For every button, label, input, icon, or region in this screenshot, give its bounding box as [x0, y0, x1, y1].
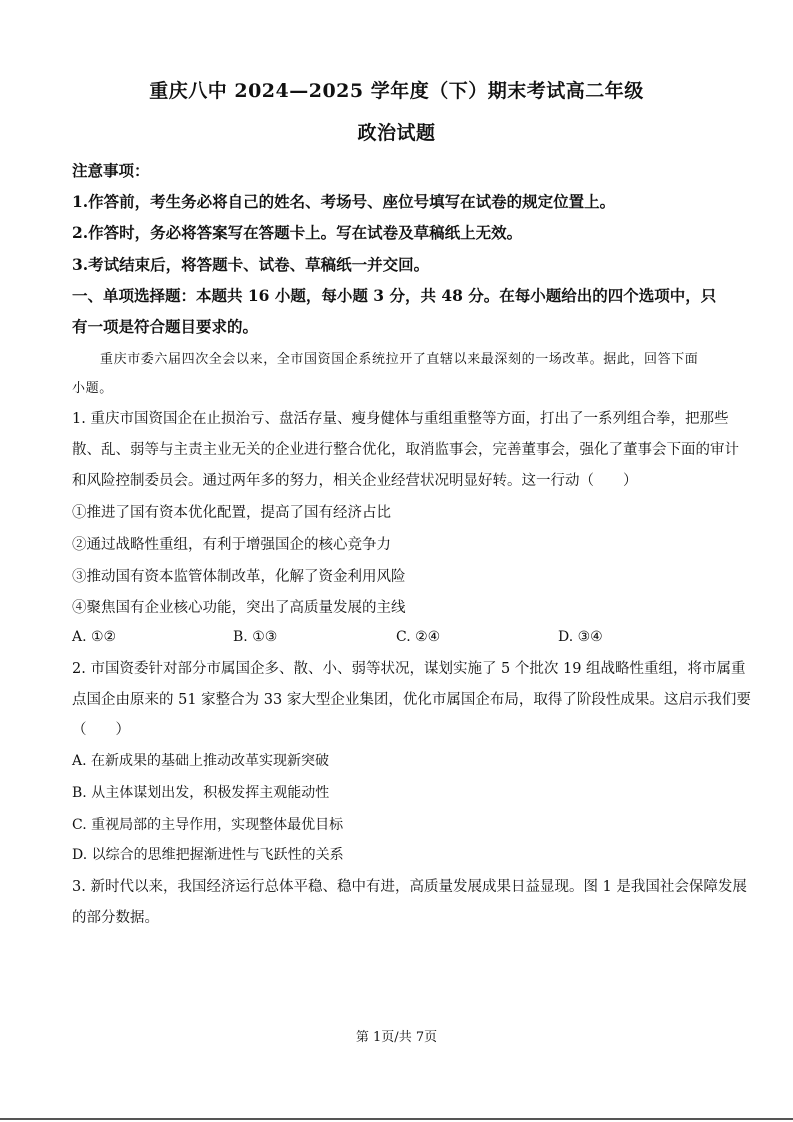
- page-number: 第 1页/共 7页: [355, 1030, 438, 1045]
- page-bottom-divider: [0, 1118, 793, 1120]
- note-item: 2.作答时，务必将答案写在答题卡上。写在试卷及草稿纸上无效。: [72, 223, 523, 242]
- question-1-statement: ③推动国有资本监管体制改革，化解了资金利用风险: [72, 569, 406, 585]
- question-1-stem: 散、乱、弱等与主责主业无关的企业进行整合优化，取消监事会，完善董事会，强化了董事会下面的审计: [72, 442, 739, 458]
- question-2-option-c: C. 重视局部的主导作用，实现整体最优目标: [72, 817, 344, 833]
- exam-subject: 政治试题: [357, 122, 436, 144]
- notes-heading: 注意事项：: [72, 161, 150, 180]
- question-1-statement: ①推进了国有资本优化配置，提高了国有经济占比: [72, 505, 391, 521]
- question-2-stem: 点国企由原来的 51 家整合为 33 家大型企业集团，优化市属国企布局，取得了阶段性成果。这启示我们要: [72, 692, 751, 708]
- exam-title: 重庆八中 2024—2025 学年度（下）期末考试高二年级: [149, 80, 644, 102]
- note-item: 3.考试结束后，将答题卡、试卷、草稿纸一并交回。: [72, 255, 430, 274]
- question-1-statement: ④聚焦国有企业核心功能，突出了高质量发展的主线: [72, 600, 406, 616]
- question-1-option-c: C. ②④: [396, 629, 441, 645]
- passage-intro-cont: 小题。: [72, 381, 113, 396]
- question-1-option-a: A. ①②: [72, 629, 117, 645]
- question-1-option-b: B. ①③: [233, 629, 278, 645]
- question-3-stem: 3. 新时代以来，我国经济运行总体平稳、稳中有进，高质量发展成果日益显现。图 1 是我国社会保障发展: [72, 879, 747, 895]
- section-instructions: 一、单项选择题：本题共 16 小题，每小题 3 分，共 48 分。在每小题给出的四个选项中，只: [72, 286, 717, 305]
- passage-intro: 重庆市委六届四次全会以来，全市国资国企系统拉开了直辖以来最深刻的一场改革。据此，回答下面: [100, 352, 699, 367]
- question-1-stem: 和风险控制委员会。通过两年多的努力，相关企业经营状况明显好转。这一行动（ ）: [72, 473, 638, 489]
- note-item: 1.作答前，考生务必将自己的姓名、考场号、座位号填写在试卷的规定位置上。: [72, 192, 616, 211]
- question-1-statement: ②通过战略性重组，有利于增强国企的核心竞争力: [72, 537, 391, 553]
- question-2-option-b: B. 从主体谋划出发，积极发挥主观能动性: [72, 785, 330, 801]
- question-2-stem: （ ）: [72, 722, 130, 738]
- question-2-option-a: A. 在新成果的基础上推动改革实现新突破: [72, 753, 330, 769]
- question-1-option-d: D. ③④: [558, 629, 603, 645]
- section-instructions-cont: 有一项是符合题目要求的。: [72, 317, 259, 336]
- question-3-stem: 的部分数据。: [72, 910, 159, 926]
- question-1-stem: 1. 重庆市国资国企在止损治亏、盘活存量、瘦身健体与重组重整等方面，打出了一系列组合拳，把那些: [72, 411, 729, 427]
- question-2-option-d: D. 以综合的思维把握渐进性与飞跃性的关系: [72, 847, 344, 863]
- question-2-stem: 2. 市国资委针对部分市属国企多、散、小、弱等状况，谋划实施了 5 个批次 19 组战略性重组，将市属重: [72, 661, 746, 677]
